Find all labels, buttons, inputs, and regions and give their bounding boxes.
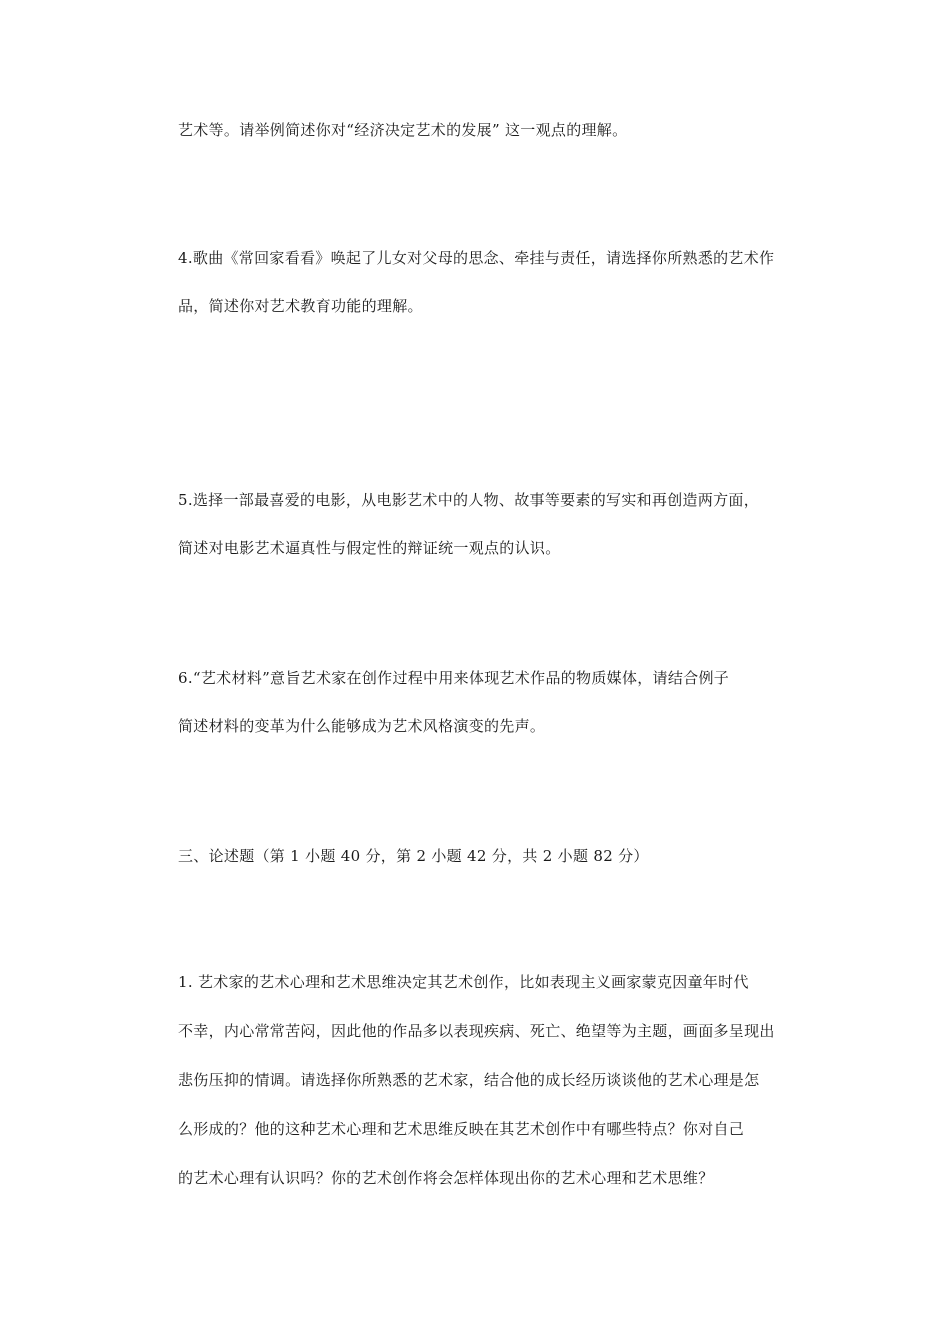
question-4-text-line-1: 4.歌曲《常回家看看》唤起了儿女对父母的思念、牵挂与责任，请选择你所熟悉的艺术作: [178, 249, 775, 267]
essay-1-text-line-4: 么形成的？他的这种艺术心理和艺术思维反映在其艺术创作中有哪些特点？你对自己: [178, 1120, 745, 1138]
essay-1-text-line-1: 1. 艺术家的艺术心理和艺术思维决定其艺术创作，比如表现主义画家蒙克因童年时代: [178, 973, 749, 991]
question-3-text-line-1: 艺术等。请举例简述你对“经济决定艺术的发展” 这一观点的理解。: [178, 121, 628, 139]
question-5-text-line-1: 5.选择一部最喜爱的电影，从电影艺术中的人物、故事等要素的写实和再创造两方面，: [178, 491, 760, 509]
essay-1-text-line-3: 悲伤压抑的情调。请选择你所熟悉的艺术家，结合他的成长经历谈谈他的艺术心理是怎: [178, 1071, 760, 1089]
essay-1-text-line-5: 的艺术心理有认识吗？你的艺术创作将会怎样体现出你的艺术心理和艺术思维？: [178, 1169, 714, 1187]
question-5-text-line-2: 简述对电影艺术逼真性与假定性的辩证统一观点的认识。: [178, 539, 561, 557]
section-3-heading: 三、论述题（第 1 小题 40 分，第 2 小题 42 分，共 2 小题 82 分）: [178, 847, 649, 865]
question-6-text-line-2: 简述材料的变革为什么能够成为艺术风格演变的先声。: [178, 717, 546, 735]
question-4-text-line-2: 品，简述你对艺术教育功能的理解。: [178, 297, 423, 315]
essay-1-text-line-2: 不幸，内心常常苦闷，因此他的作品多以表现疾病、死亡、绝望等为主题，画面多呈现出: [178, 1022, 775, 1040]
question-6-text-line-1: 6.“艺术材料”意旨艺术家在创作过程中用来体现艺术作品的物质媒体，请结合例子: [178, 669, 730, 687]
